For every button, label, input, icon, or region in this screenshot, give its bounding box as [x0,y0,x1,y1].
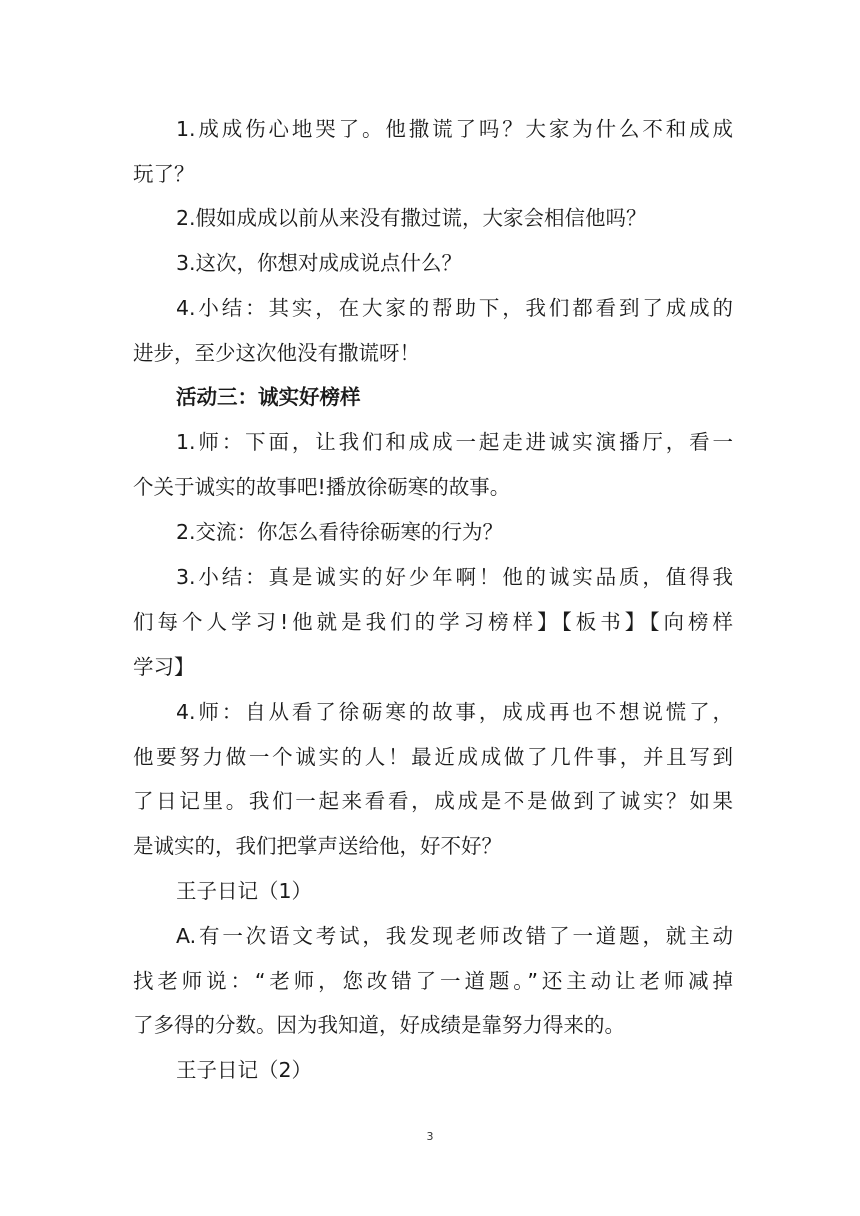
diary-heading: 王子日记（2） [176,1058,313,1082]
section-heading: 活动三：诚实好榜样 [176,385,361,409]
paragraph-line: 2.假如成成以前从来没有撒过谎，大家会相信他吗？ [176,206,647,230]
paragraph-line: 学习】 [133,655,195,679]
paragraph-line: 1.成成伤心地哭了。他撒谎了吗？大家为什么不和成成 [176,117,733,141]
paragraph-line: 们每个人学习!他就是我们的学习榜样】【板书】【向榜样 [133,610,733,634]
paragraph-line: 找老师说：“老师，您改错了一道题。”还主动让老师减掉 [133,969,733,993]
page-number: 3 [426,1130,434,1143]
paragraph-line: 了多得的分数。因为我知道，好成绩是靠努力得来的。 [133,1013,625,1037]
paragraph-line: 个关于诚实的故事吧!播放徐砺寒的故事。 [133,475,511,499]
paragraph-line: 他要努力做一个诚实的人！最近成成做了几件事，并且写到 [133,745,733,769]
paragraph-line: 3.这次，你想对成成说点什么？ [176,251,463,275]
paragraph-line: 4.师：自从看了徐砺寒的故事，成成再也不想说慌了， [176,700,733,724]
diary-heading: 王子日记（1） [176,879,313,903]
paragraph-line: 玩了？ [133,162,195,186]
paragraph-line: 1.师：下面，让我们和成成一起走进诚实演播厅，看一 [176,430,733,454]
paragraph-line: 进步，至少这次他没有撒谎呀！ [133,341,420,365]
paragraph-line: 4.小结：其实，在大家的帮助下，我们都看到了成成的 [176,296,733,320]
paragraph-line: 3.小结：真是诚实的好少年啊！他的诚实品质，值得我 [176,565,733,589]
paragraph-line: 了日记里。我们一起来看看，成成是不是做到了诚实？如果 [133,789,733,813]
paragraph-line: 2.交流：你怎么看待徐砺寒的行为？ [176,520,504,544]
paragraph-line: A.有一次语文考试，我发现老师改错了一道题，就主动 [176,924,733,948]
paragraph-line: 是诚实的，我们把掌声送给他，好不好？ [133,834,502,858]
